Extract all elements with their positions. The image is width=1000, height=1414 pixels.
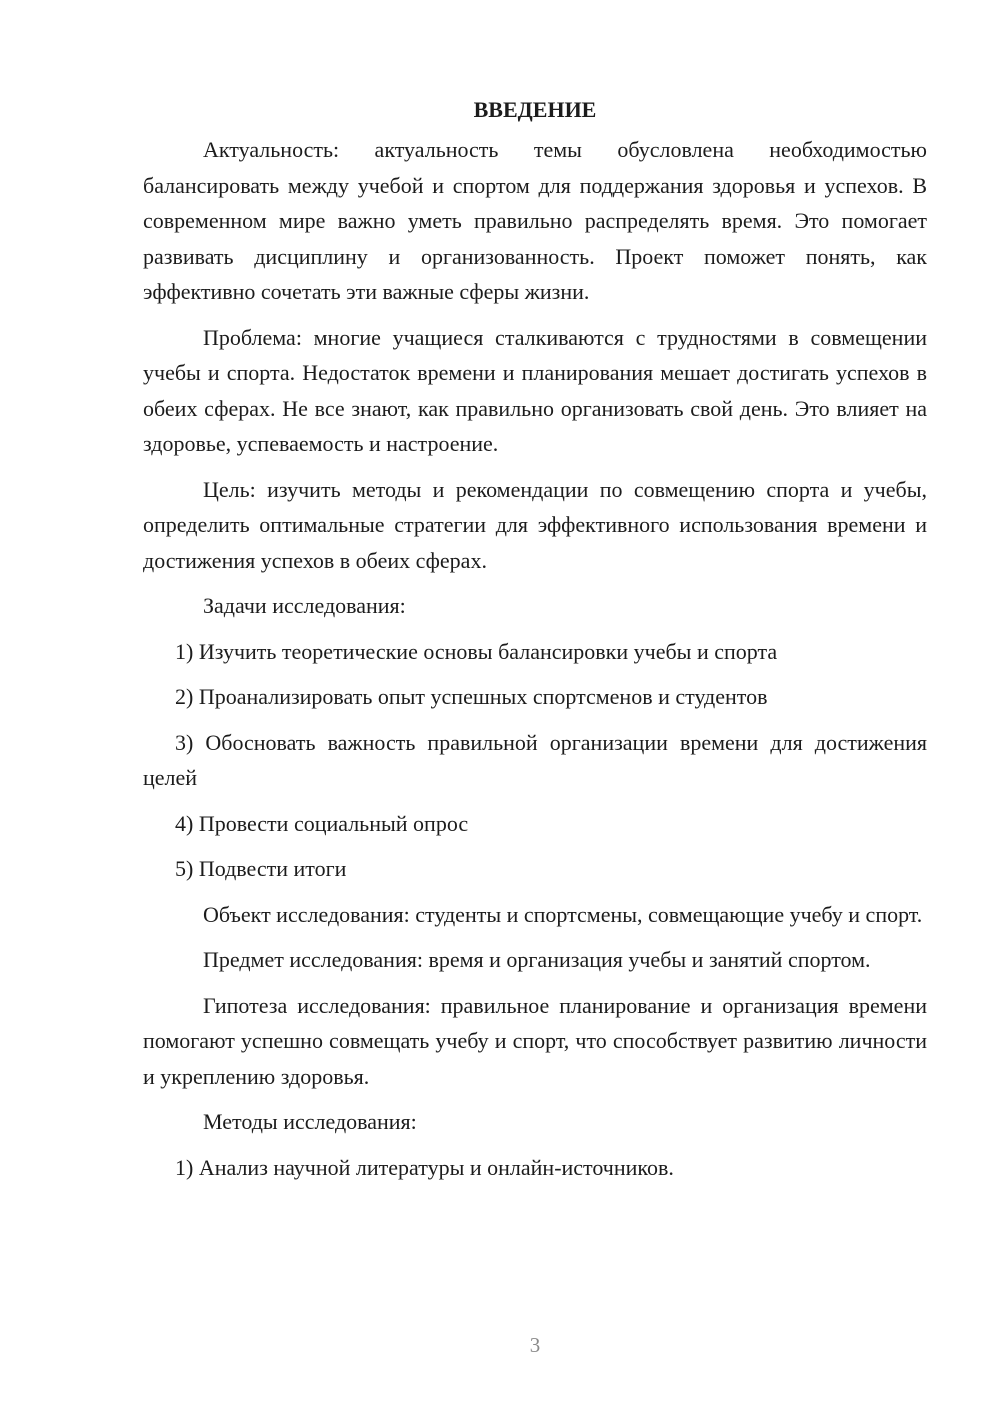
task-item: 5) Подвести итоги: [175, 856, 347, 881]
paragraph-methods-heading: Методы исследования:: [203, 1109, 417, 1134]
task-item: 4) Провести социальный опрос: [175, 810, 469, 836]
page-content: [143, 92, 927, 1195]
task-item: 2) Проанализировать опыт успешных спортсменов и студентов: [175, 684, 768, 709]
paragraph-object: Объект исследования: студенты и спортсмены, совмещающие учебу и спорт.: [203, 901, 923, 927]
paragraph-hypothesis: Гипотеза исследования: правильное планирование и организация времени помогают успешно совмещать учебу и спорт, что способствует развитию личности и укреплению здоровья.: [143, 992, 927, 1089]
paragraph-goal: Цель: изучить методы и рекомендации по совмещению спорта и учебы, определить оптимальные стратегии для эффективного использования времени и достижения успехов в обеих сферах.: [143, 476, 927, 573]
section-title: ВВЕДЕНИЕ: [473, 97, 597, 122]
task-item: 3) Обосновать важность правильной организации времени для достижения целей: [143, 729, 927, 790]
paragraph-problem: Проблема: многие учащиеся сталкиваются с трудностями в совмещении учебы и спорта. Недостаток времени и планирования мешает достигать успехов в обеих сферах. Не все знают, как правильно организовать свой день. Это влияет на здоровье, успеваемость и настроение.: [143, 324, 927, 456]
page-number: 3: [529, 1333, 541, 1357]
method-item: 1) Анализ научной литературы и онлайн-источников.: [175, 1154, 674, 1180]
paragraph-relevance: Актуальность: актуальность темы обусловлена необходимостью балансировать между учебой и спортом для поддержания здоровья и успехов. В современном мире важно уметь правильно распределять время. Это помогает развивать дисциплину и организованность. Проект поможет понять, как эффективно сочетать эти важные сферы жизни.: [143, 137, 927, 304]
task-item: 1) Изучить теоретические основы балансировки учебы и спорта: [175, 638, 778, 664]
paragraph-subject: Предмет исследования: время и организация учебы и занятий спортом.: [203, 947, 871, 972]
paragraph-tasks-heading: Задачи исследования:: [203, 593, 406, 618]
